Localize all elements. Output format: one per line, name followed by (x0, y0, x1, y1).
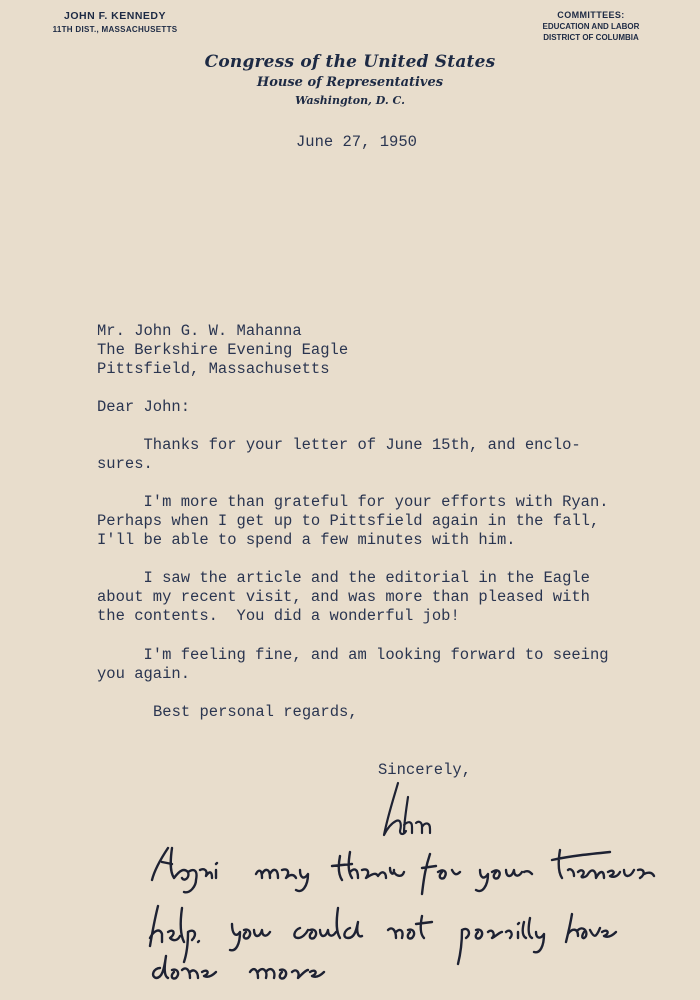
house-title: House of Representatives (256, 75, 444, 90)
letterhead-sender (30, 10, 200, 34)
body-paragraph (97, 493, 609, 550)
committees-heading: COMMITTEES: (557, 10, 625, 20)
paragraph-line: the contents. You did a wonderful job! (97, 607, 460, 625)
signature-text (0, 0, 1, 1)
paragraph-line: about my recent visit, and was more than pleased with (97, 588, 590, 606)
address-line: Pittsfield, Massachusetts (97, 360, 330, 378)
paragraph-line: you again. (97, 665, 191, 683)
paragraph-line: I'm feeling fine, and am looking forward to seeing (97, 646, 609, 664)
committee-item: DISTRICT OF COLUMBIA (543, 33, 639, 42)
letterhead-title (150, 52, 550, 107)
committee-item: EDUCATION AND LABOR (542, 22, 640, 31)
closing-line: Sincerely, (378, 761, 472, 779)
postscript-text (0, 0, 1, 1)
letterhead-committees (516, 10, 666, 42)
handwritten-signature (370, 775, 450, 845)
paragraph-line: sures. (97, 455, 153, 473)
paragraph-line: Thanks for your letter of June 15th, and enclo- (97, 436, 581, 454)
paragraph-line: I'm more than grateful for your efforts with Ryan. (97, 493, 609, 511)
letter-date: June 27, 1950 (296, 133, 417, 151)
regards-line: Best personal regards, (153, 703, 358, 721)
handwritten-postscript (140, 838, 660, 988)
body-paragraph (97, 646, 609, 684)
body-paragraph (97, 436, 581, 474)
address-line: Mr. John G. W. Mahanna (97, 322, 302, 340)
salutation: Dear John: (97, 398, 191, 416)
city-line: Washington, D. C. (295, 94, 405, 107)
paragraph-line: Perhaps when I get up to Pittsfield again in the fall, (97, 512, 600, 530)
recipient-address (97, 322, 348, 379)
sender-name: JOHN F. KENNEDY (63, 10, 166, 22)
congress-title: Congress of the United States (204, 52, 496, 72)
address-line: The Berkshire Evening Eagle (97, 341, 349, 359)
sender-district: 11TH DIST., MASSACHUSETTS (52, 25, 178, 34)
body-paragraph (97, 569, 590, 626)
paragraph-line: I'll be able to spend a few minutes with him. (97, 531, 516, 549)
paragraph-line: I saw the article and the editorial in the Eagle (97, 569, 590, 587)
